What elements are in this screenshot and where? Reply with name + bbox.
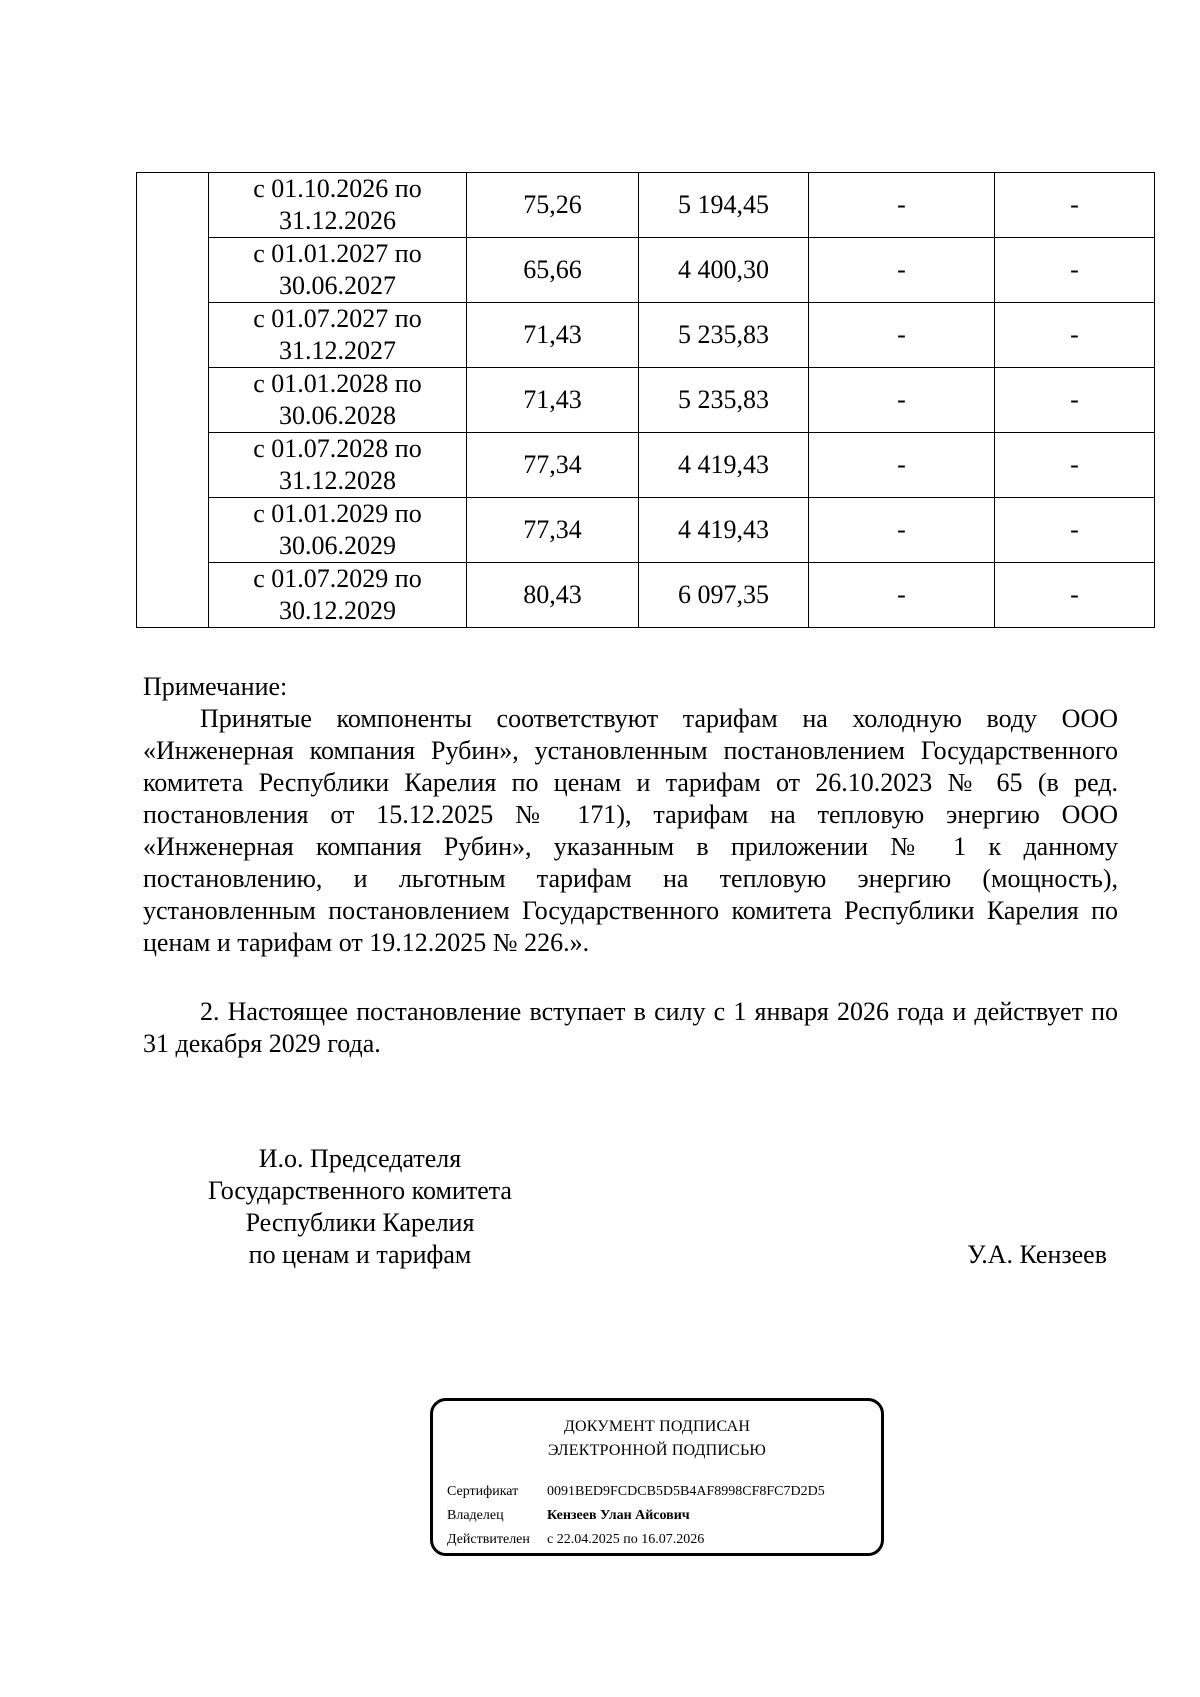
value-cell: - xyxy=(995,303,1155,368)
table-row xyxy=(137,368,1155,433)
signer-title-line: по ценам и тарифам xyxy=(248,1240,472,1269)
note-block xyxy=(143,671,1118,959)
stamp-owner-label: Владелец xyxy=(447,1508,504,1523)
stamp-certificate-row xyxy=(447,1483,825,1501)
table-row xyxy=(137,173,1155,238)
value-cell: 71,43 xyxy=(467,368,639,433)
stamp-owner-value: Кензеев Улан Айсович xyxy=(547,1508,690,1523)
stamp-heading xyxy=(433,1415,881,1463)
value-cell: 4 419,43 xyxy=(639,433,809,498)
value-cell: 4 419,43 xyxy=(639,498,809,563)
period-cell: с 01.07.2029 по 30.12.2029 xyxy=(209,563,467,628)
note-title: Примечание: xyxy=(143,672,288,701)
stamp-certificate-value: 0091BED9FCDCB5D5B4AF8998CF8FC7D2D5 xyxy=(547,1484,825,1499)
value-cell: 77,34 xyxy=(467,498,639,563)
table-row xyxy=(137,433,1155,498)
value-cell: - xyxy=(809,563,995,628)
value-cell: 71,43 xyxy=(467,303,639,368)
value-cell: - xyxy=(995,563,1155,628)
stamp-heading-line: ДОКУМЕНТ ПОДПИСАН xyxy=(563,1418,751,1435)
stamp-valid-value: с 22.04.2025 по 16.07.2026 xyxy=(547,1532,705,1547)
period-cell: с 01.01.2027 по 30.06.2027 xyxy=(209,238,467,303)
tariff-table xyxy=(136,172,1155,628)
electronic-signature-stamp xyxy=(430,1398,884,1556)
period-cell: с 01.10.2026 по 31.12.2026 xyxy=(209,173,467,238)
period-cell: с 01.07.2027 по 31.12.2027 xyxy=(209,303,467,368)
value-cell: - xyxy=(995,498,1155,563)
value-cell: 4 400,30 xyxy=(639,238,809,303)
value-cell: 5 235,83 xyxy=(639,368,809,433)
signer-name: У.А. Кензеев xyxy=(967,1240,1107,1269)
table-row xyxy=(137,498,1155,563)
value-cell: 80,43 xyxy=(467,563,639,628)
value-cell: 5 235,83 xyxy=(639,303,809,368)
clause-2: 2. Настоящее постановление вступает в силу с 1 января 2026 года и действует по 31 декабря 2029 года. xyxy=(143,997,1118,1058)
value-cell: - xyxy=(809,303,995,368)
value-cell: - xyxy=(995,433,1155,498)
signer-title-line: Республики Карелия xyxy=(245,1208,475,1237)
table-row xyxy=(137,563,1155,628)
merged-index-cell xyxy=(137,173,209,628)
value-cell: - xyxy=(809,173,995,238)
value-cell: - xyxy=(809,368,995,433)
value-cell: - xyxy=(995,238,1155,303)
table-row xyxy=(137,303,1155,368)
value-cell: 65,66 xyxy=(467,238,639,303)
stamp-valid-row xyxy=(447,1531,704,1549)
value-cell: 5 194,45 xyxy=(639,173,809,238)
value-cell: - xyxy=(995,173,1155,238)
value-cell: 6 097,35 xyxy=(639,563,809,628)
note-text: Принятые компоненты соответствуют тарифам на холодную воду ООО «Инженерная компания Рубин», установленным постановлением Государственного комитета Республики Карелия по ценам и тарифам от 26.10.2023 № 65 (в ред. постановления от 15.12.2025 № 171), тарифам на тепловую энергию ООО «Инженерная компания Рубин», указанным в приложении № 1 к данному постановлению, и льготным тарифам на тепловую энергию (мощность), установленным постановлением Государственного комитета Республики Карелия по ценам и тарифам от 19.12.2025 № 226.». xyxy=(143,704,1118,957)
signer-title xyxy=(160,1143,560,1271)
stamp-certificate-label: Сертификат xyxy=(447,1484,519,1499)
value-cell: 77,34 xyxy=(467,433,639,498)
table-row xyxy=(137,238,1155,303)
stamp-heading-line: ЭЛЕКТРОННОЙ ПОДПИСЬЮ xyxy=(547,1442,767,1459)
period-cell: с 01.01.2029 по 30.06.2029 xyxy=(209,498,467,563)
stamp-owner-row xyxy=(447,1507,690,1525)
value-cell: - xyxy=(809,433,995,498)
value-cell: 75,26 xyxy=(467,173,639,238)
period-cell: с 01.01.2028 по 30.06.2028 xyxy=(209,368,467,433)
stamp-valid-label: Действителен xyxy=(447,1532,530,1547)
value-cell: - xyxy=(995,368,1155,433)
signer-title-line: И.о. Председателя xyxy=(258,1144,462,1173)
period-cell: с 01.07.2028 по 31.12.2028 xyxy=(209,433,467,498)
value-cell: - xyxy=(809,238,995,303)
value-cell: - xyxy=(809,498,995,563)
signer-title-line: Государственного комитета xyxy=(208,1176,512,1205)
